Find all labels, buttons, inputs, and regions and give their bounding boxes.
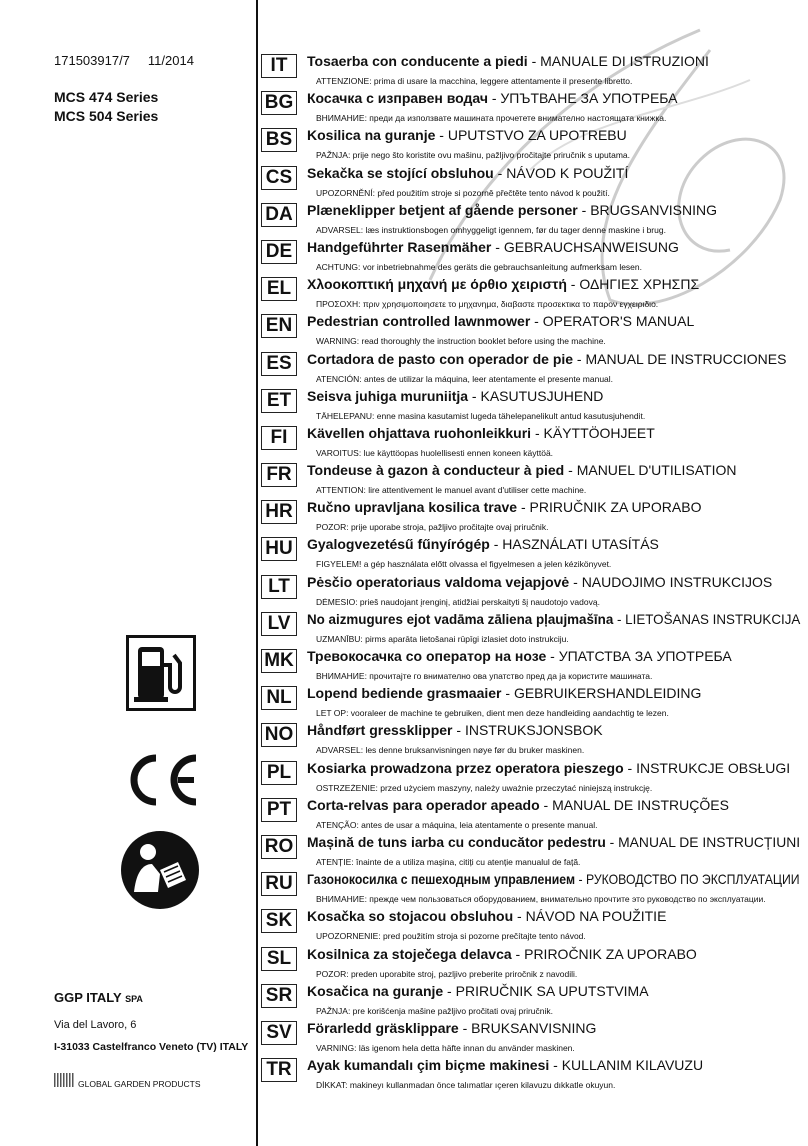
language-code: HU [261, 537, 297, 561]
product-name: Mașină de tuns iarba cu conducător pedestru [307, 833, 606, 850]
language-row [261, 833, 801, 870]
language-title [307, 202, 717, 218]
brand-logo [54, 1071, 201, 1089]
language-title [307, 127, 627, 143]
language-row [261, 1019, 801, 1056]
language-title [307, 388, 603, 404]
language-row [261, 350, 801, 387]
separator: - [546, 648, 559, 664]
separator: - [569, 573, 582, 590]
separator: - [489, 536, 503, 553]
manual-name: KASUTUSJUHEND [480, 387, 604, 404]
manual-name: HASZNÁLATI UTASÍTÁS [502, 536, 659, 553]
language-title [307, 239, 679, 255]
product-name: Χλοοκοπτική μηχανή με όρθιο χειριστή [307, 276, 567, 293]
product-name: Seisva juhiga muruniitja [307, 387, 469, 404]
language-row [261, 201, 801, 238]
warning-text: ADVARSEL: læs instruktionsbogen omhyggeligt igennem, før du tager denne maskine i brug. [316, 224, 666, 235]
separator: - [513, 908, 526, 925]
product-name: Lopend bediende grasmaaier [307, 685, 502, 702]
product-name: Kävellen ohjattava ruohonleikkuri [307, 424, 532, 441]
language-row [261, 759, 801, 796]
language-code: RU [261, 872, 297, 896]
language-code: SL [261, 947, 297, 971]
language-code: FR [261, 463, 297, 487]
manual-name: PRIROČNIK ZA UPORABO [524, 945, 697, 962]
language-title [307, 351, 786, 367]
warning-text: ВНИМАНИЕ: прежде чем пользоваться оборудованием, внимательно прочтите это руководство по эксплуатации. [316, 894, 766, 905]
warning-text: ATENȚIE: înainte de a utiliza mașina, citiți cu atenție manualul de față. [316, 856, 581, 867]
language-row [261, 89, 801, 126]
product-name: Pedestrian controlled lawnmower [307, 313, 531, 330]
language-row [261, 796, 801, 833]
language-code: HR [261, 500, 297, 524]
ce-mark-icon [120, 752, 200, 808]
language-row [261, 945, 801, 982]
language-title [307, 313, 694, 329]
warning-text: ВНИМАНИЕ: преди да използвате машината прочетете внимателно настоящата книжка. [316, 113, 667, 124]
document-number [54, 53, 212, 68]
model-series [54, 88, 158, 126]
language-list [261, 52, 801, 1093]
company-name [54, 990, 248, 1005]
manual-name: PRIRUČNIK ZA UPORABO [529, 499, 702, 516]
product-name: Tondeuse à gazon à conducteur à pied [307, 462, 565, 479]
warning-text: DİKKAT: makineyı kullanmadan önce talımatlar ıçeren kilavuzu dıkkatle okuyun. [316, 1080, 616, 1091]
language-row [261, 1056, 801, 1093]
language-title [307, 574, 772, 590]
warning-text: LET OP: vooraleer de machine te gebruiken, dient men deze handleiding aandachtig te lezen. [316, 708, 669, 719]
separator: - [501, 685, 514, 702]
separator: - [549, 1057, 562, 1074]
company-block [54, 990, 248, 1053]
separator: - [435, 127, 448, 144]
warning-text: ATENCIÓN: antes de utilizar la máquina, leer atentamente el presente manual. [316, 373, 614, 384]
language-code: SV [261, 1021, 297, 1045]
separator: - [493, 164, 507, 181]
manual-name: OPERATOR'S MANUAL [542, 313, 695, 330]
separator: - [564, 462, 577, 479]
product-name: Tosaerba con conducente a piedi [307, 53, 528, 69]
language-code: PL [261, 761, 297, 785]
product-name: Gyalogvezetésű fűnyírógép [307, 536, 490, 553]
company-name-text: GGP ITALY [54, 990, 122, 1005]
language-code: IT [261, 54, 297, 78]
language-row [261, 535, 801, 572]
product-name: Corta-relvas para operador apeado [307, 796, 540, 813]
warning-text: TÄHELEPANU: enne masina kasutamist lugeda tähelepanelikult antud kasutusjuhendit. [316, 410, 646, 421]
manual-name: KÄYTTÖOHJEET [543, 424, 655, 441]
language-code: NO [261, 723, 297, 747]
manual-name: INSTRUKSJONSBOK [464, 722, 603, 739]
warning-text: ATTENTION: lire attentivement le manuel avant d'utiliser cette machine. [316, 485, 587, 496]
series-line: MCS 474 Series [54, 89, 159, 105]
language-row [261, 387, 801, 424]
fuel-pump-icon [126, 635, 196, 711]
separator: - [623, 759, 637, 776]
product-name: Тревокосачка со оператор на нозе [307, 648, 547, 664]
language-row [261, 647, 801, 684]
warning-text: UZMANĪBU: pirms aparāta lietošanai rūpīgi izlasiet doto instrukciju. [316, 633, 569, 644]
warning-text: UPOZORNĚNÍ: před použitím stroje si pozorně přečtěte tento návod k použití. [316, 187, 610, 198]
company-suffix: SPA [125, 994, 143, 1004]
language-title [307, 462, 737, 478]
separator: - [452, 722, 465, 739]
language-title [307, 797, 729, 813]
warning-text: POZOR: preden uporabite stroj, pazljivo preberite priročnik z navodili. [316, 968, 578, 979]
separator: - [491, 238, 504, 255]
language-title [307, 499, 701, 515]
warning-text: ΠΡΟΣΟΧΗ: πριν χρησιμοποιησετε το μηχανημα, διαβαστε προσεκτικα το παρον εγχειριδιο. [316, 299, 659, 310]
product-name: Kosilica na guranje [307, 127, 436, 144]
language-row [261, 870, 801, 907]
language-code: BS [261, 128, 297, 152]
language-code: BG [261, 91, 297, 115]
language-title [307, 908, 666, 924]
language-title [307, 1057, 703, 1073]
language-title [307, 611, 800, 627]
barcode-icon [54, 1073, 74, 1087]
warning-text: DĖMESIO: prieš naudojant įrenginį, atidžiai perskaityti šį naudotojo vadovą. [316, 596, 600, 607]
manual-name: NAUDOJIMO INSTRUKCIJOS [581, 573, 773, 590]
manual-name: GEBRAUCHSANWEISUNG [503, 238, 679, 255]
product-name: Cortadora de pasto con operador de pie [307, 350, 574, 367]
manual-name: MANUAL DE INSTRUÇÕES [552, 796, 729, 813]
manual-name: KULLANIM KILAVUZU [561, 1057, 704, 1074]
language-code: PT [261, 798, 297, 822]
manual-name: NÁVOD NA POUŽITIE [525, 908, 667, 925]
brand-name: GLOBAL GARDEN PRODUCTS [78, 1079, 201, 1089]
language-title [307, 760, 790, 776]
manual-name: УПЪТВАНЕ ЗА УПОТРЕБА [500, 90, 678, 107]
warning-text: VARNING: läs igenom hela detta häfte innan du använder maskinen. [316, 1042, 575, 1053]
product-name: Ayak kumandalı çim biçme makinesi [307, 1057, 550, 1074]
language-row [261, 238, 801, 275]
language-code: CS [261, 166, 297, 190]
language-title [307, 276, 699, 292]
language-row [261, 982, 801, 1019]
warning-text: ВНИМАНИЕ: прочитајте го внимателно ова упатство пред да ја користите машината. [316, 671, 653, 681]
language-code: SR [261, 984, 297, 1008]
language-code: RO [261, 835, 297, 859]
product-name: Kosačica na guranje [307, 982, 444, 999]
manual-name: BRUGSANVISNING [590, 201, 718, 218]
separator: - [487, 90, 501, 107]
company-address-street: Via del Lavoro, 6 [54, 1019, 137, 1031]
language-title [307, 983, 649, 999]
language-code: SK [261, 909, 297, 933]
language-code: DA [261, 203, 297, 227]
language-title [307, 834, 800, 850]
product-name: Håndført gressklipper [307, 722, 453, 739]
manual-name: PRIRUČNIK SA UPUTSTVIMA [455, 982, 649, 999]
manual-name: РУКОВОДСТВО ПО ЭКСПЛУАТАЦИИ [585, 871, 800, 888]
language-code: LT [261, 575, 297, 599]
language-title [307, 53, 709, 69]
language-title [307, 946, 697, 962]
warning-text: OSTRZEŻENIE: przed użyciem maszyny, należy uważnie przeczytać niniejszą instrukcję. [316, 782, 653, 793]
language-row [261, 684, 801, 721]
manual-name: UPUTSTVO ZA UPOTREBU [447, 127, 627, 144]
warning-text: PAŽNJA: prije nego što koristite ovu mašinu, pažljivo pročitajte priručnik s uputama. [316, 150, 631, 161]
company-address-city: I-31033 Castelfranco Veneto (TV) ITALY [54, 1041, 249, 1053]
language-title [307, 685, 701, 701]
manual-name: GEBRUIKERSHANDLEIDING [513, 685, 702, 702]
language-code: DE [261, 240, 297, 264]
language-row [261, 52, 801, 89]
language-row [261, 498, 801, 535]
product-name: Ručno upravljana kosilica trave [307, 499, 518, 516]
manual-name: INSTRUKCJE OBSŁUGI [636, 759, 791, 776]
language-code: EN [261, 314, 297, 338]
warning-text: VAROITUS: lue käyttöopas huolellisesti ennen koneen käyttöä. [316, 447, 554, 458]
manual-name: LIETOŠANAS INSTRUKCIJA [625, 610, 801, 627]
language-row [261, 126, 801, 163]
language-title [307, 165, 628, 181]
series-line: MCS 504 Series [54, 108, 159, 124]
language-row [261, 721, 801, 758]
language-code: NL [261, 686, 297, 710]
manual-name: УПАТСТВА ЗА УПОТРЕБА [558, 648, 732, 664]
language-code: LV [261, 612, 297, 636]
doc-date: 11/2014 [147, 53, 194, 68]
language-row [261, 312, 801, 349]
product-name: Kosačka so stojacou obsluhou [307, 908, 514, 925]
manual-name: MANUAL DE INSTRUCCIONES [585, 350, 787, 367]
warning-text: WARNING: read thoroughly the instruction booklet before using the machine. [316, 336, 606, 347]
product-name: Pėsčio operatoriaus valdoma vejapjovė [307, 573, 570, 590]
separator: - [573, 350, 586, 367]
language-title [307, 1020, 596, 1036]
separator: - [613, 610, 626, 627]
manual-name: BRUKSANVISNING [471, 1019, 597, 1036]
separator: - [577, 201, 591, 218]
separator: - [530, 313, 543, 330]
product-name: Kosiarka prowadzona przez operatora pieszego [307, 759, 624, 776]
product-name: Handgeführter Rasenmäher [307, 238, 492, 255]
language-title [307, 871, 800, 887]
product-name: Plæneklipper betjent af gående personer [307, 201, 578, 218]
read-manual-icon [120, 830, 200, 910]
separator: - [566, 276, 580, 293]
language-title [307, 90, 678, 106]
product-name: Kosilnica za stoječega delavca [307, 945, 512, 962]
language-code: FI [261, 426, 297, 450]
separator: - [458, 1019, 472, 1036]
language-title [307, 648, 732, 664]
language-row [261, 275, 801, 312]
language-row [261, 907, 801, 944]
warning-text: PAŽNJA: pre korišćenja mašine pažljivo pročitati ovaj priručnik. [316, 1005, 553, 1016]
language-code: MK [261, 649, 297, 673]
manual-name: MANUEL D'UTILISATION [576, 462, 737, 479]
separator: - [575, 871, 586, 888]
warning-text: ADVARSEL: les denne bruksanvisningen nøye før du bruker maskinen. [316, 745, 585, 756]
warning-text: ATTENZIONE: prima di usare la macchina, leggere attentamente il presente libretto. [316, 76, 633, 86]
manual-name: NÁVOD K POUŽITÍ [506, 164, 629, 181]
language-code: ET [261, 389, 297, 413]
manual-name: MANUAL DE INSTRUCȚIUNI [618, 833, 801, 850]
language-code: EL [261, 277, 297, 301]
product-name: Förarledd gräsklippare [307, 1019, 459, 1036]
separator: - [527, 53, 541, 69]
separator: - [443, 982, 456, 999]
product-name: Косачка с изправен водач [307, 90, 488, 107]
warning-text: ATENÇÃO: antes de usar a máquina, leia atentamente o presente manual. [316, 819, 598, 830]
language-code: ES [261, 352, 297, 376]
separator: - [511, 945, 525, 962]
language-row [261, 424, 801, 461]
product-name: Sekačka se stojící obsluhou [307, 164, 494, 181]
language-title [307, 722, 603, 738]
language-row [261, 164, 801, 201]
language-row [261, 610, 801, 647]
separator: - [539, 796, 553, 813]
language-title [307, 536, 659, 552]
warning-text: FIGYELEM! a gép használata előtt olvassa el figyelmesen a jelen kézikönyvet. [316, 559, 612, 570]
doc-code: 171503917/7 [54, 53, 130, 68]
warning-text: ACHTUNG: vor inbetriebnahme des geräts die gebrauchsanleitung aufmerksam lesen. [316, 261, 642, 272]
language-row [261, 461, 801, 498]
separator: - [605, 833, 619, 850]
divider-line [256, 0, 258, 1146]
separator: - [517, 499, 530, 516]
language-title [307, 425, 655, 441]
manual-name: ΟΔΗΓΙΕΣ ΧΡΗΣΠΣ [579, 276, 700, 293]
language-row [261, 573, 801, 610]
language-code: TR [261, 1058, 297, 1082]
separator: - [468, 387, 481, 404]
warning-text: UPOZORNENIE: pred použitím stroja si pozorne prečítajte tento návod. [316, 931, 586, 942]
warning-text: POZOR: prije uporabe stroja, pažljivo pročitajte ovaj priručnik. [316, 522, 549, 533]
product-name: No aizmugures ejot vadāma zāliena pļaujmašīna [307, 610, 614, 627]
product-name: Газонокосилка с пешеходным управлением [307, 871, 576, 888]
separator: - [531, 424, 544, 441]
manual-name: MANUALE DI ISTRUZIONI [540, 53, 709, 69]
